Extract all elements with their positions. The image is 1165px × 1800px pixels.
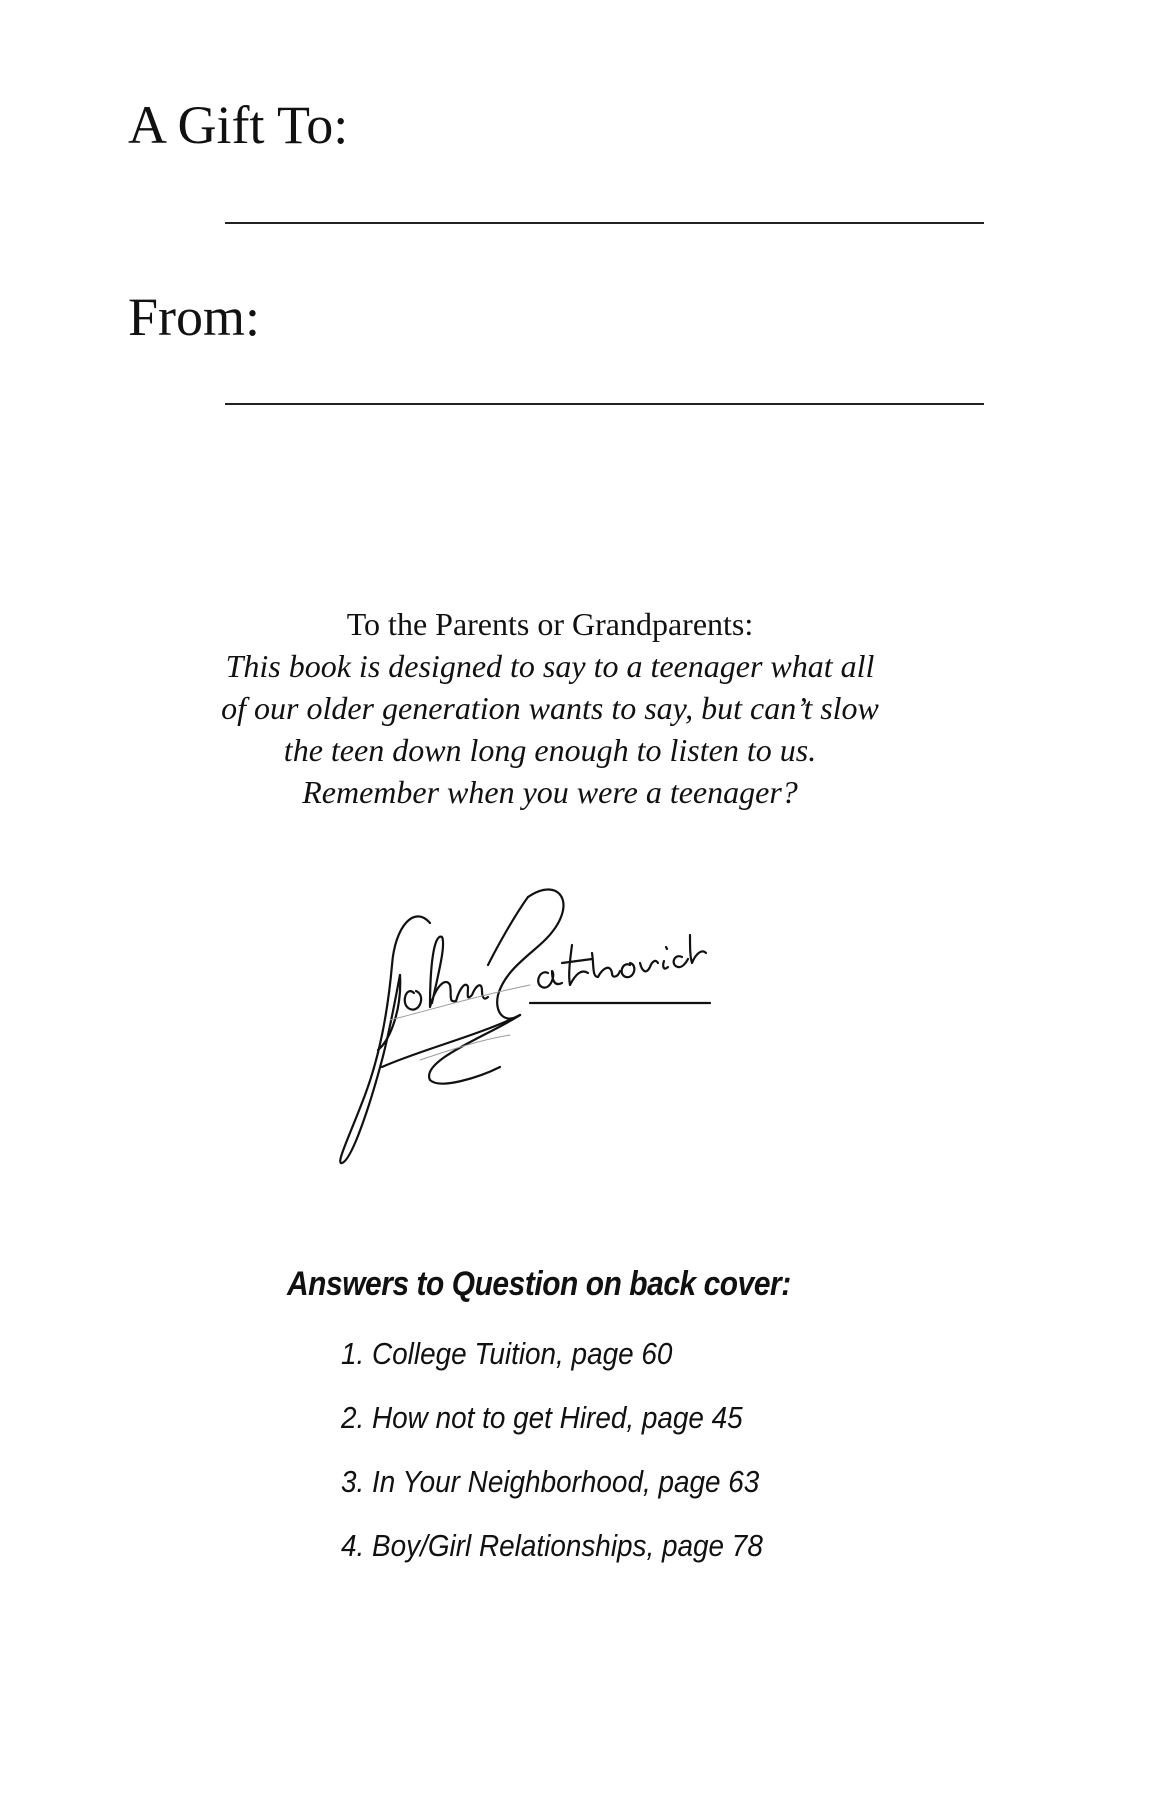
- answer-item: 4. Boy/Girl Relationships, page 78: [341, 1528, 763, 1563]
- answer-item: 3. In Your Neighborhood, page 63: [341, 1464, 760, 1499]
- answer-item: 2. How not to get Hired, page 45: [341, 1400, 743, 1435]
- signature-icon: [330, 845, 810, 1175]
- parents-note: [0, 603, 1100, 813]
- note-line: of our older generation wants to say, but can’t slow: [221, 690, 879, 726]
- gift-to-line: [225, 222, 984, 224]
- from-line: [225, 403, 984, 405]
- gift-to-label: A Gift To:: [128, 95, 349, 155]
- note-line: Remember when you were a teenager?: [302, 774, 798, 810]
- answers-title: Answers to Question on back cover:: [287, 1265, 791, 1303]
- note-line: This book is designed to say to a teenager what all: [225, 648, 875, 684]
- from-label: From:: [128, 287, 261, 347]
- note-heading: To the Parents or Grandparents:: [346, 606, 754, 642]
- answer-item: 1. College Tuition, page 60: [341, 1336, 673, 1371]
- note-line: the teen down long enough to listen to us.: [283, 732, 817, 768]
